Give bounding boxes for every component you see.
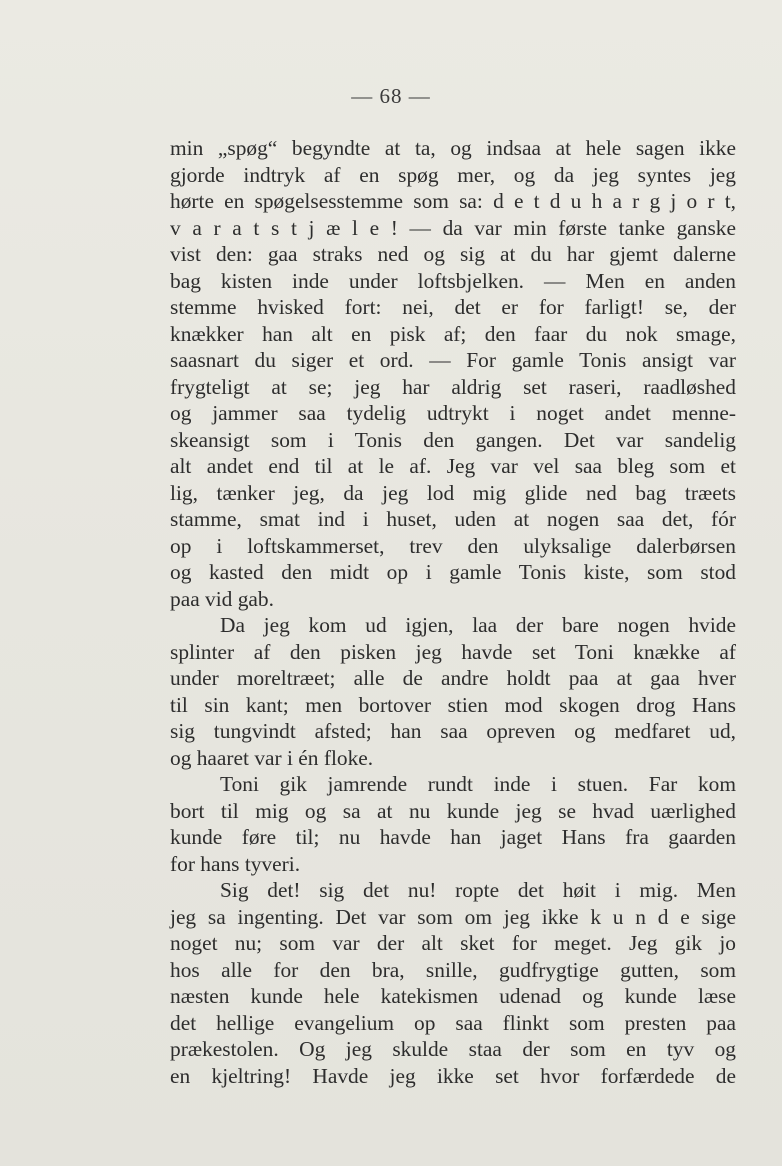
text-line: bort til mig og sa at nu kunde jeg se hvad uærlighed	[170, 798, 736, 823]
page-number: — 68 —	[351, 84, 431, 108]
text-line: næsten kunde hele katekismen udenad og kunde læse	[170, 984, 736, 1008]
text-line: lig, tænker jeg, da jeg lod mig glide ned bag træets	[170, 480, 736, 505]
text-line: til sin kant; men bortover stien mod skogen drog Hans	[170, 692, 736, 717]
text-line: stemme hvisked fort: nei, det er for farligt! se, der	[170, 295, 736, 319]
text-line: og jammer saa tydelig udtrykt i noget andet menne-	[170, 401, 736, 425]
text-line: Sig det! sig det nu! ropte det høit i mig. Men	[220, 878, 736, 902]
text-line: hos alle for den bra, snille, gudfrygtige gutten, som	[170, 957, 736, 982]
text-line: for hans tyveri.	[170, 851, 301, 876]
text-line: v a r a t s t j æ l e ! — da var min første tanke ganske	[170, 215, 736, 240]
text-line: knækker han alt en pisk af; den faar du nok smage,	[170, 321, 736, 346]
text-line: splinter af den pisken jeg havde set Toni knække af	[170, 639, 736, 664]
text-line: stamme, smat ind i huset, uden at nogen saa det, fór	[170, 507, 736, 531]
text-line: alt andet end til at le af. Jeg var vel saa bleg som et	[170, 454, 736, 478]
text-line: jeg sa ingenting. Det var som om jeg ikke k u n d e sige	[170, 904, 736, 929]
text-line: min „spøg“ begyndte at ta, og indsaa at hele sagen ikke	[170, 136, 736, 160]
text-line: under moreltræet; alle de andre holdt paa at gaa hver	[170, 666, 736, 690]
text-line: og haaret var i én floke.	[170, 745, 374, 770]
body-text	[170, 135, 736, 1089]
text-line: Da jeg kom ud igjen, laa der bare nogen hvide	[220, 613, 736, 637]
text-line: saasnart du siger et ord. — For gamle Tonis ansigt var	[170, 348, 736, 372]
text-line: prækestolen. Og jeg skulde staa der som en tyv og	[170, 1037, 736, 1061]
text-line: skeansigt som i Tonis den gangen. Det var sandelig	[170, 427, 736, 452]
text-line: kunde føre til; nu havde han jaget Hans fra gaarden	[170, 825, 736, 849]
text-line: en kjeltring! Havde jeg ikke set hvor forfærdede de	[170, 1063, 736, 1088]
text-line: hørte en spøgelsesstemme som sa: d e t d u h a r g j o r t,	[170, 189, 736, 213]
text-line: vist den: gaa straks ned og sig at du har gjemt dalerne	[170, 242, 736, 266]
text-line: gjorde indtryk af en spøg mer, og da jeg syntes jeg	[170, 162, 736, 187]
text-line: bag kisten inde under loftsbjelken. — Men en anden	[170, 268, 736, 293]
text-line: op i loftskammerset, trev den ulyksalige dalerbørsen	[170, 533, 736, 558]
text-line: noget nu; som var der alt sket for meget. Jeg gik jo	[170, 931, 736, 955]
text-line: det hellige evangelium op saa flinkt som presten paa	[170, 1010, 736, 1035]
text-line: Toni gik jamrende rundt inde i stuen. Far kom	[220, 772, 736, 796]
text-line: og kasted den midt op i gamle Tonis kiste, som stod	[170, 560, 736, 584]
text-line: paa vid gab.	[170, 586, 274, 611]
text-line: frygteligt at se; jeg har aldrig set raseri, raadløshed	[170, 374, 736, 399]
text-line: sig tungvindt afsted; han saa opreven og medfaret ud,	[170, 719, 736, 743]
